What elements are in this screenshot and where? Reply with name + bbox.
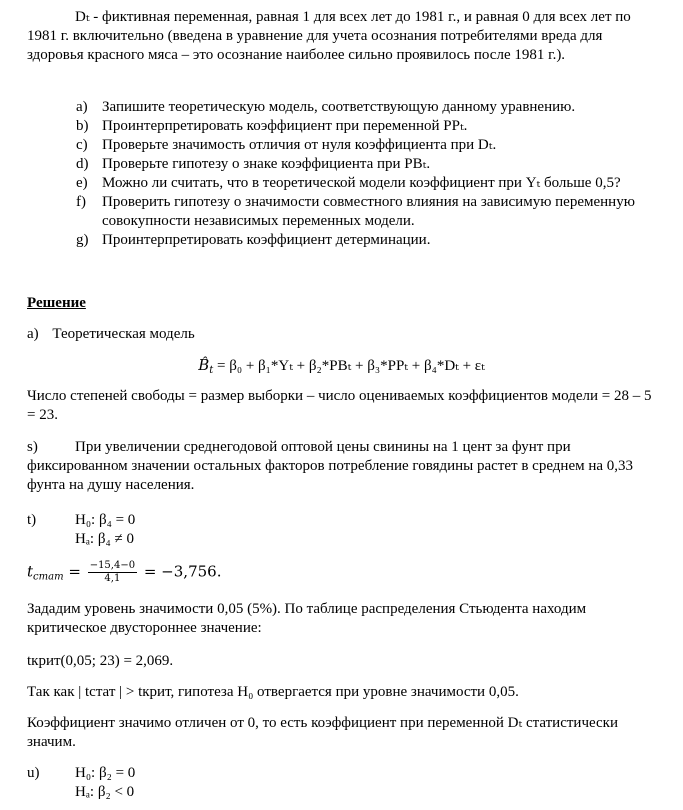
task-marker: a) [76, 99, 88, 115]
task-item [76, 174, 656, 193]
tstat-numerator: −15,4−0 [89, 560, 136, 571]
hypothesis-h0: H₀: β₄ = 0 [75, 512, 136, 528]
model-lhs-sub: t [209, 365, 214, 376]
task-marker: e) [76, 175, 88, 191]
reject-statement: Так как | tстат | > tкрит, гипотеза H₀ отвергается при уровне значимости 0,05. [27, 684, 519, 700]
hypothesis-u-ha: Hₐ: β₂ < 0 [75, 784, 135, 800]
task-list [76, 98, 656, 250]
model-rhs: = β₀ + β₁*Yₜ + β₂*PBₜ + β₃*PPₜ + β₄*Dₜ + εₜ [213, 358, 485, 374]
task-marker: g) [76, 232, 89, 248]
task-item [76, 117, 656, 136]
solution-a [27, 325, 657, 344]
hypothesis-ha: Hₐ: β₄ ≠ 0 [75, 531, 134, 547]
task-text: Можно ли считать, что в теоретической модели коэффициент при Yₜ больше 0,5? [102, 175, 621, 191]
model-lhs: B̂ [198, 356, 210, 374]
task-text: Проверьте значимость отличия от нуля коэффициента при Dₜ. [102, 137, 497, 153]
task-marker: d) [76, 156, 89, 172]
conclusion: Коэффициент значимо отличен от 0, то есть коэффициент при переменной Dₜ статистически значим. [27, 715, 618, 750]
task-item [76, 98, 656, 117]
task-text: Проинтерпретировать коэффициент при переменной PPₜ. [102, 118, 468, 134]
task-item [76, 155, 656, 174]
solution-a-marker: a) [27, 326, 39, 342]
solution-heading: Решение [27, 295, 86, 311]
task-marker: f) [76, 194, 86, 210]
tstat-symbol-sub: стат [33, 571, 64, 583]
t-critical: tкрит(0,05; 23) = 2,069. [27, 653, 174, 669]
task-text: Запишите теоретическую модель, соответствующую данному уравнению. [102, 99, 576, 115]
solution-a-text: Теоретическая модель [52, 326, 195, 342]
task-item [76, 136, 656, 155]
hypothesis-u-h0: H₀: β₂ = 0 [75, 765, 136, 781]
significance-level: Зададим уровень значимости 0,05 (5%). По таблице распределения Стьюдента находим критическое двустороннее значение: [27, 601, 587, 636]
solution-s-text: При увеличении среднегодовой оптовой цены свинины на 1 цент за фунт при фиксированном значении остальных факторов потребление говядины растет в среднем на 0,33 фунта на душу населения. [27, 439, 634, 493]
task-text: Проверьте гипотезу о знаке коэффициента при PBₜ. [102, 156, 431, 172]
solution-s-marker: s) [27, 439, 38, 455]
solution-u-marker: u) [27, 765, 40, 781]
tstat-result: = −3,756. [139, 562, 222, 581]
task-item [76, 231, 656, 250]
task-text: Проверить гипотезу о значимости совместного влияния на зависимую переменную совокупности независимых переменных модели. [102, 194, 635, 229]
task-marker: b) [76, 118, 89, 134]
tstat-symbol: t [27, 562, 34, 581]
solution-t-marker: t) [27, 512, 37, 528]
intro-paragraph: Dₜ - фиктивная переменная, равная 1 для всех лет до 1981 г., и равная 0 для всех лет по 1981 г. включительно (введена в уравнение для учета осознания потребителями вреда для здоровья красного мяса – это осознание наиболее сильно проявилось после 1981 г.). [27, 9, 631, 63]
task-marker: c) [76, 137, 88, 153]
degrees-of-freedom: Число степеней свободы = размер выборки – число оцениваемых коэффициентов модели = 28 – 5 = 23. [27, 388, 652, 423]
tstat-fraction [88, 560, 137, 585]
task-text: Проинтерпретировать коэффициент детерминации. [102, 232, 431, 248]
task-item [76, 193, 656, 231]
tstat-formula: $t_{стат}$ = $\frac{-15,4-0}{4,1}$ = −3,756. [27, 560, 222, 584]
model-equation [0, 356, 683, 376]
tstat-denominator: 4,1 [104, 573, 121, 584]
